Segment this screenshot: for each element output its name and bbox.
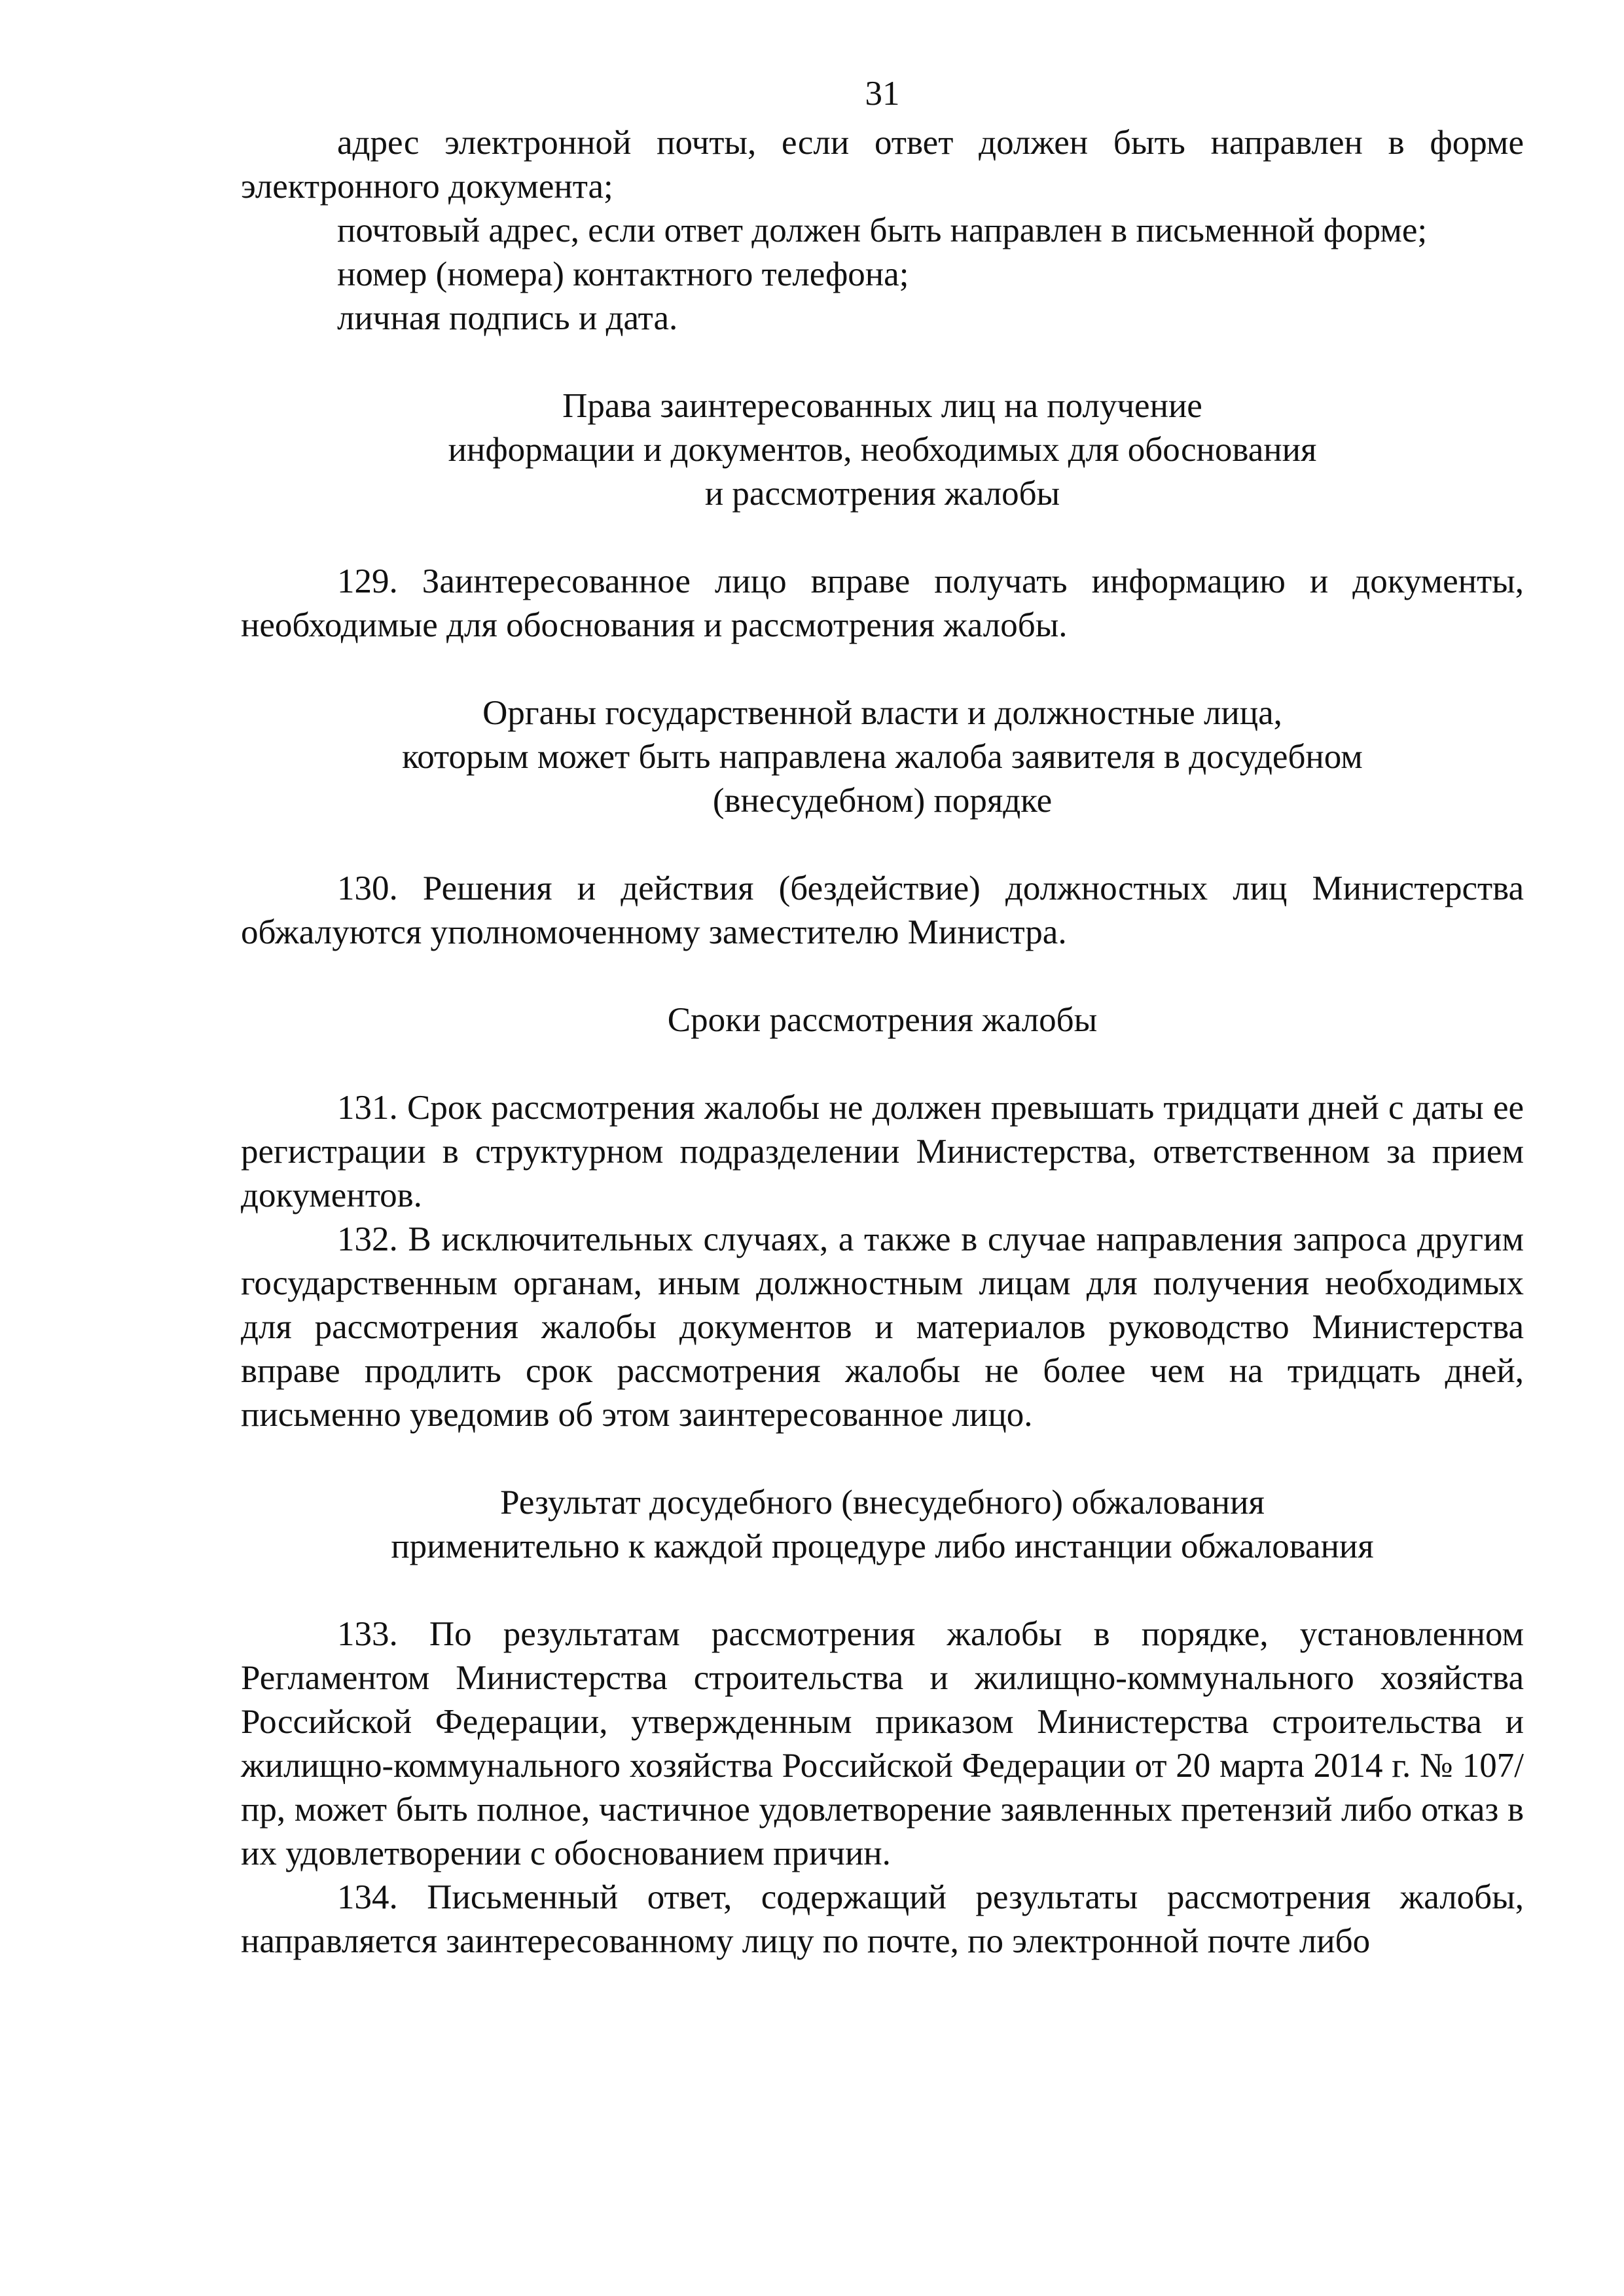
intro-postal-line: почтовый адрес, если ответ должен быть направлен в письменной форме; — [337, 211, 1428, 249]
paragraph-129: 129. Заинтересованное лицо вправе получать информацию и документы, необходимые для обоснования и рассмотрения жалобы. — [241, 562, 1524, 644]
paragraph-131: 131. Срок рассмотрения жалобы не должен превышать тридцати дней с даты ее регистрации в структурном подразделении Министерства, ответственном за прием документов. — [241, 1089, 1524, 1214]
page-number: 31 — [865, 75, 900, 113]
intro-signature-line: личная подпись и дата. — [337, 299, 678, 337]
heading-line: Органы государственной власти и должностные лица, — [482, 694, 1282, 732]
intro-phone-line: номер (номера) контактного телефона; — [337, 255, 909, 293]
heading-line: Права заинтересованных лиц на получение — [562, 387, 1202, 425]
heading-line: Результат досудебного (внесудебного) обжалования — [500, 1484, 1265, 1522]
intro-email-line: адрес электронной почты, если ответ должен быть направлен в форме электронного документа; — [241, 124, 1524, 206]
section-heading-terms — [241, 998, 1524, 1042]
section-heading-result — [241, 1481, 1524, 1569]
heading-line: которым может быть направлена жалоба заявителя в досудебном — [402, 738, 1363, 776]
section-heading-rights — [241, 384, 1524, 516]
paragraph-133: 133. По результатам рассмотрения жалобы в порядке, установленном Регламентом Министерства строительства и жилищно-коммунального хозяйства Российской Федерации, утвержденным приказом Министерства строительства и жилищно-коммунального хозяйства Российской Федерации от 20 марта 2014 г. № 107/пр, может быть полное, частичное удовлетворение заявленных претензий либо отказ в их удовлетворении с обоснованием причин. — [241, 1615, 1524, 1872]
section-heading-authorities — [241, 691, 1524, 823]
document-page — [241, 72, 1524, 1963]
paragraph-132: 132. В исключительных случаях, а также в случае направления запроса другим государственным органам, иным должностным лицам для получения необходимых для рассмотрения жалобы документов и материалов руководство Министерства вправе продлить срок рассмотрения жалобы не более чем на тридцать дней, письменно уведомив об этом заинтересованное лицо. — [241, 1220, 1524, 1434]
paragraph-134: 134. Письменный ответ, содержащий результаты рассмотрения жалобы, направляется заинтересованному лицу по почте, по электронной почте либо — [241, 1878, 1524, 1960]
heading-line: информации и документов, необходимых для обоснования — [448, 431, 1317, 469]
paragraph-130: 130. Решения и действия (бездействие) должностных лиц Министерства обжалуются уполномоченному заместителю Министра. — [241, 869, 1524, 951]
heading-line: (внесудебном) порядке — [712, 782, 1053, 820]
heading-line: Сроки рассмотрения жалобы — [667, 1001, 1098, 1039]
heading-line: и рассмотрения жалобы — [704, 475, 1060, 513]
heading-line: применительно к каждой процедуре либо инстанции обжалования — [391, 1527, 1374, 1565]
